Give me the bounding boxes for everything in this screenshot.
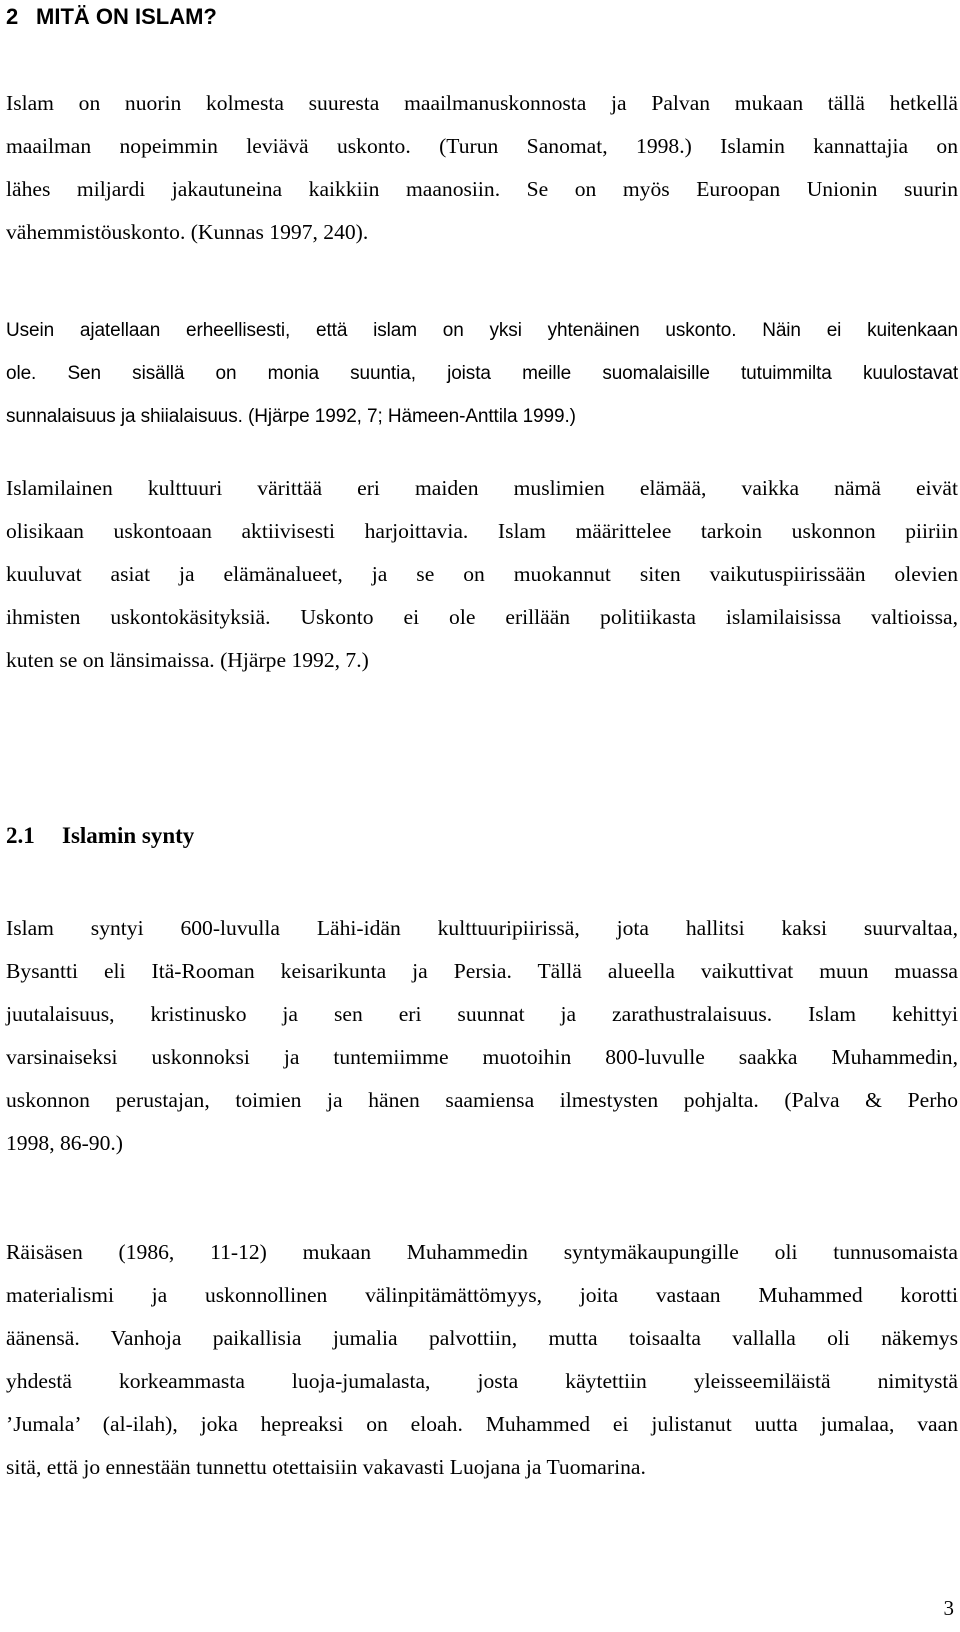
- paragraph-line: Bysantti eli Itä-Rooman keisarikunta ja Persia. Tällä alueella vaikuttivat muun muassa: [6, 959, 958, 983]
- paragraph-intro: [6, 82, 958, 254]
- paragraph-line: materialismi ja uskonnollinen välinpitämättömyys, joita vastaan Muhammed korotti: [6, 1283, 958, 1307]
- paragraph-origin: [6, 907, 958, 1165]
- subsection-number: 2.1: [6, 823, 35, 848]
- section-number: 2: [6, 4, 19, 29]
- paragraph-line: varsinaiseksi uskonnoksi ja tuntemiimme muotoihin 800-luvulle saakka Muhammedin,: [6, 1045, 958, 1069]
- paragraph-line: lähes miljardi jakautuneina kaikkiin maanosiin. Se on myös Euroopan Unionin suurin: [6, 177, 958, 201]
- paragraph-line: olisikaan uskontoaan aktiivisesti harjoittavia. Islam määrittelee tarkoin uskonnon piiriin: [6, 519, 958, 543]
- paragraph-line: vähemmistöuskonto. (Kunnas 1997, 240).: [6, 220, 369, 244]
- paragraph-line: maailman nopeimmin leviävä uskonto. (Turun Sanomat, 1998.) Islamin kannattajia on: [6, 134, 958, 158]
- paragraph-line: Usein ajatellaan erheellisesti, että islam on yksi yhtenäinen uskonto. Näin ei kuitenkaan: [6, 320, 958, 341]
- paragraph-line: kuten se on länsimaissa. (Hjärpe 1992, 7.): [6, 648, 369, 672]
- paragraph-culture: [6, 467, 958, 682]
- paragraph-line: Islam on nuorin kolmesta suuresta maailmanuskonnosta ja Palvan mukaan tällä hetkellä: [6, 91, 958, 115]
- paragraph-branches: [6, 309, 958, 438]
- paragraph-line: ole. Sen sisällä on monia suuntia, joista meille suomalaisille tutuimmilta kuulostavat: [6, 363, 958, 384]
- paragraph-line: uskonnon perustajan, toimien ja hänen saamiensa ilmestysten pohjalta. (Palva & Perho: [6, 1088, 958, 1112]
- section-title: MITÄ ON ISLAM?: [36, 4, 217, 29]
- subsection-heading: [6, 822, 194, 850]
- section-heading: [6, 4, 217, 30]
- paragraph-line: ’Jumala’ (al-ilah), joka hepreaksi on eloah. Muhammed ei julistanut uutta jumalaa, vaan: [6, 1412, 958, 1436]
- paragraph-line: yhdestä korkeammasta luoja-jumalasta, josta käytettiin yleisseemiläistä nimitystä: [6, 1369, 958, 1393]
- paragraph-line: sitä, että jo ennestään tunnettu otettaisiin vakavasti Luojana ja Tuomarina.: [6, 1455, 646, 1479]
- paragraph-line: Räisäsen (1986, 11-12) mukaan Muhammedin syntymäkaupungille oli tunnusomaista: [6, 1240, 958, 1264]
- paragraph-muhammed: [6, 1231, 958, 1489]
- paragraph-line: 1998, 86-90.): [6, 1131, 123, 1155]
- subsection-title: Islamin synty: [62, 823, 195, 848]
- page-number: 3: [943, 1596, 954, 1620]
- paragraph-line: sunnalaisuus ja shiialaisuus. (Hjärpe 1992, 7; Hämeen-Anttila 1999.): [6, 406, 576, 427]
- paragraph-line: ihmisten uskontokäsityksiä. Uskonto ei ole erillään politiikasta islamilaisissa valtioissa,: [6, 605, 958, 629]
- paragraph-line: Islam syntyi 600-luvulla Lähi-idän kulttuuripiirissä, jota hallitsi kaksi suurvaltaa,: [6, 916, 958, 940]
- paragraph-line: juutalaisuus, kristinusko ja sen eri suunnat ja zarathustralaisuus. Islam kehittyi: [6, 1002, 958, 1026]
- paragraph-line: äänensä. Vanhoja paikallisia jumalia palvottiin, mutta toisaalta vallalla oli näkemys: [6, 1326, 958, 1350]
- paragraph-line: Islamilainen kulttuuri värittää eri maiden muslimien elämää, vaikka nämä eivät: [6, 476, 958, 500]
- paragraph-line: kuuluvat asiat ja elämänalueet, ja se on muokannut siten vaikutuspiirissään olevien: [6, 562, 958, 586]
